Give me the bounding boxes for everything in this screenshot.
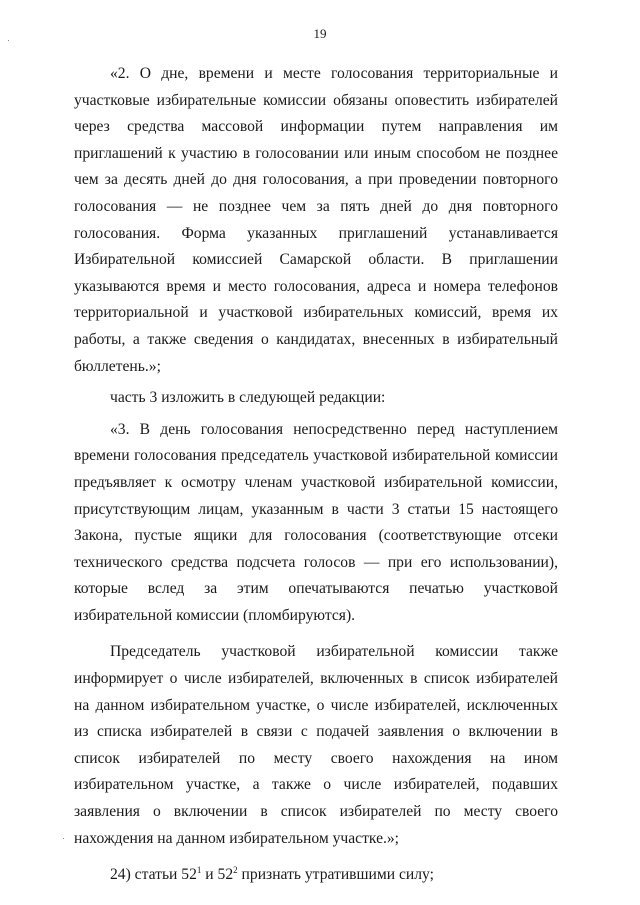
item-24-middle: и 52 (201, 866, 234, 884)
item-24-suffix: признать утратившими силу; (237, 866, 434, 884)
list-item-24 (74, 862, 558, 889)
scan-speck (8, 40, 9, 41)
paragraph-chairman-informs: Председатель участковой избирательной комиссии также информирует о числе избирателей, включенных в список избирателей на данном избирательном участке, о числе избирателей, исключенных из списка избирателей в связи с подачей заявления о включении в список избирателей по месту своего нахождения на ином избирательном участке, а также о числе избирателей, подавших заявления о включении в список избирателей по месту своего нахождения на данном избирательном участке.»; (74, 643, 558, 847)
paragraph-part-2-text: «2. О дне, времени и месте голосования территориальные и участковые избирательные комиссии обязаны оповестить избирателей через средства массовой информации путем направления им приглашений к участию в голосовании или иным способом не позднее чем за десять дней до дня голосования, а при проведении повторного голосования — не позднее чем за пять дней до дня повторного голосования. Форма указанных приглашений устанавливается Избирательной комиссией Самарской области. В приглашении указываются время и место голосования, адреса и номера телефонов территориальной и участковой избирательных комиссий, время их работы, а также сведения о кандидатах, внесенных в избирательный бюллетень.»; (74, 65, 558, 375)
page-number: 19 (313, 26, 327, 41)
document-body (74, 61, 558, 889)
item-24-superscript-2: 2 (233, 865, 238, 876)
item-24-prefix: 24) статьи 52 (110, 866, 197, 884)
scan-speck (63, 838, 64, 839)
paragraph-part-3-text: «3. В день голосования непосредственно перед наступлением времени голосования председатель участковой избирательной комиссии предъявляет к осмотру членам участковой избирательной комиссии, присутствующим лицам, указанным в части 3 статьи 15 настоящего Закона, пустые ящики для голосования (соответствующие отсеки технического средства подсчета голосов — при его использовании), которые вслед за этим опечатываются печатью участковой избирательной комиссии (пломбируются). (74, 420, 558, 624)
paragraph-part-3-intro: часть 3 изложить в следующей редакции: (110, 389, 386, 407)
item-24-superscript-1: 1 (196, 865, 202, 876)
